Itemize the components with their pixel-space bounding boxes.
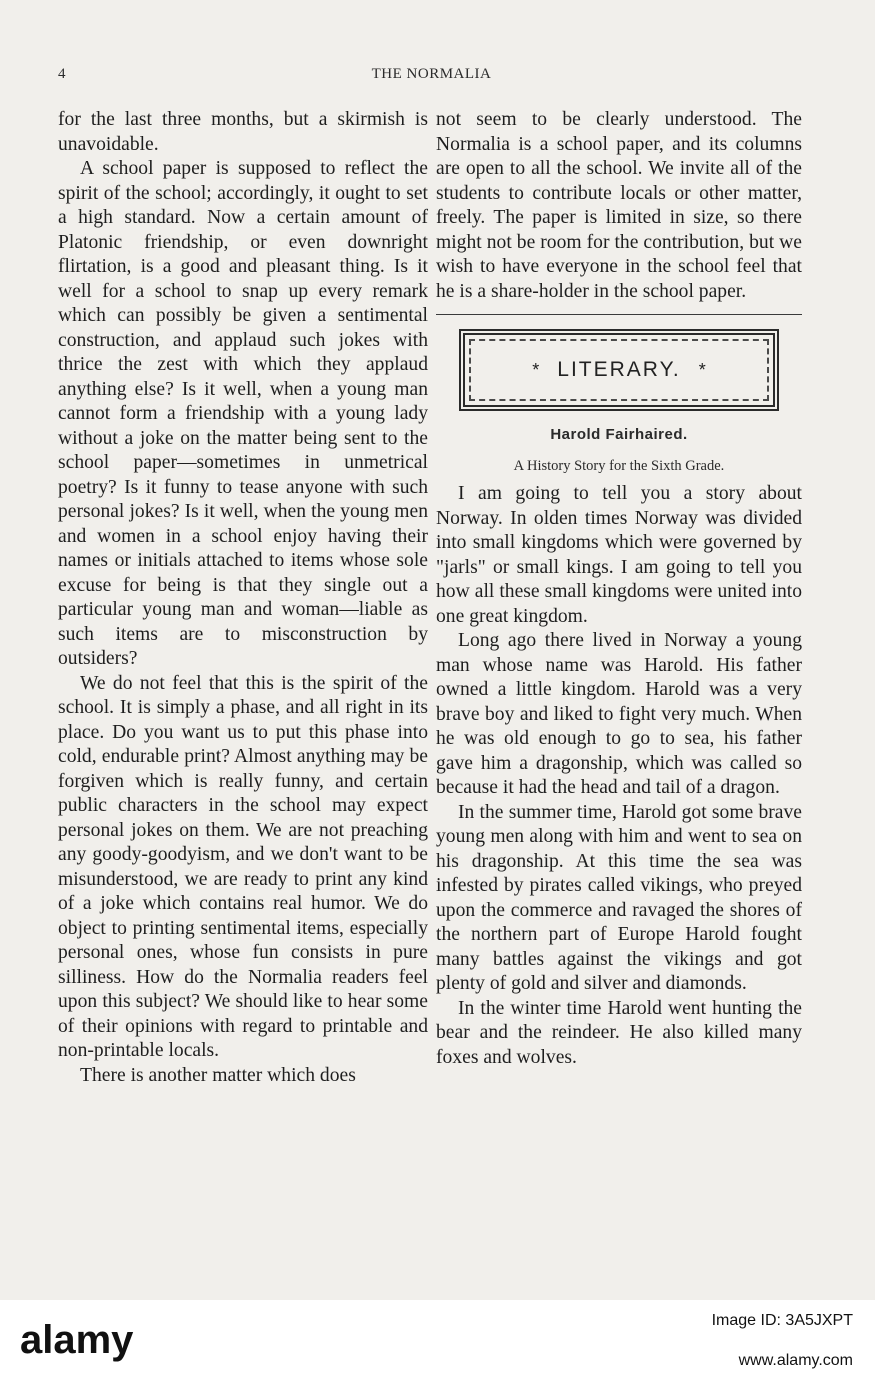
story-title: Harold Fairhaired. (550, 426, 688, 443)
running-head (58, 66, 805, 88)
section-heading: LITERARY. (557, 357, 681, 381)
star-ornament-icon: * (698, 359, 706, 380)
story-subtitle: A History Story for the Sixth Grade. (513, 457, 725, 474)
paragraph: We do not feel that this is the spirit of the school. It is simply a phase, and all right in its place. Do you want us to put this phase into cold, endurable print? Almost anything may be forgiven which is really funny, and certain public characters in the school may expect personal jokes on them. We are not preaching any goody-goodyism, and we don't want to be misunderstood, we are ready to print any kind of a joke which contains real humor. We do object to printing sentimental items, especially personal ones, whose fun consists in pure silliness. How do the Normalia readers feel upon this subject? We should like to hear some of their opinions with regard to printable and non-printable locals. (58, 672, 428, 1061)
image-id: Image ID: 3A5JXPT (711, 1312, 853, 1329)
journal-title: THE NORMALIA (371, 66, 492, 82)
site-url: www.alamy.com (738, 1352, 853, 1369)
page-number: 4 (58, 66, 66, 82)
left-column (58, 108, 428, 1088)
paragraph: I am going to tell you a story about Norway. In olden times Norway was divided into small kingdoms which were governed by "jarls" or small kings. I am going to tell you how all these small kingdoms were united into one great kingdom. (436, 483, 802, 627)
paragraph: In the summer time, Harold got some brave young men along with him and went to sea on his dragonship. At this time the sea was infested by pirates called vikings, who preyed upon the commerce and ravaged the shores of the northern part of Europe Harold fought many battles against the vikings and got plenty of gold and silver and diamonds. (436, 801, 802, 994)
paragraph: There is another matter which does (80, 1064, 356, 1086)
paragraph: A school paper is supposed to reflect the spirit of the school; accordingly, it ought to set a high standard. Now a certain amount of Platonic friendship, or even downright flirtation, is a good and pleasant thing. Is it well for a school to snap up every remark which can possibly be given a sentimental construction, and applaud such jokes with thrice the zest with which they applaud anything else? Is it well, when a young man cannot form a friendship with a young lady without a joke on the matter being sent to the school paper—sometimes in unmetrical poetry? Is it funny to tease anyone with such personal jokes? Is it well, when the young men and women in a school enjoy having their names or initials attached to items whose sole excuse for being is that they single out a particular young man and woman—liable as such items are to misconstruction by outsiders? (58, 158, 428, 669)
literary-section-banner (459, 329, 779, 411)
paragraph: not seem to be clearly understood. The Normalia is a school paper, and its columns are open to all the school. We invite all of the students to contribute locals or other matter, freely. The paper is limited in size, so there might not be room for the contribution, but we wish to have everyone in the school feel that he is a share-holder in the school paper. (436, 109, 802, 302)
paragraph: for the last three months, but a skirmish is unavoidable. (58, 109, 428, 155)
right-column (436, 108, 802, 1070)
stock-footer (0, 1300, 875, 1390)
brand-logo: alamy (20, 1318, 134, 1362)
section-divider (436, 314, 802, 315)
paragraph: In the winter time Harold went hunting the bear and the reindeer. He also killed many foxes and wolves. (436, 997, 802, 1068)
star-ornament-icon: * (532, 359, 540, 380)
paragraph: Long ago there lived in Norway a young man whose name was Harold. His father owned a little kingdom. Harold was a very brave boy and liked to fight very much. When he was old enough to go to sea, his father gave him a dragonship, which was called so because it had the head and tail of a dragon. (436, 630, 802, 798)
